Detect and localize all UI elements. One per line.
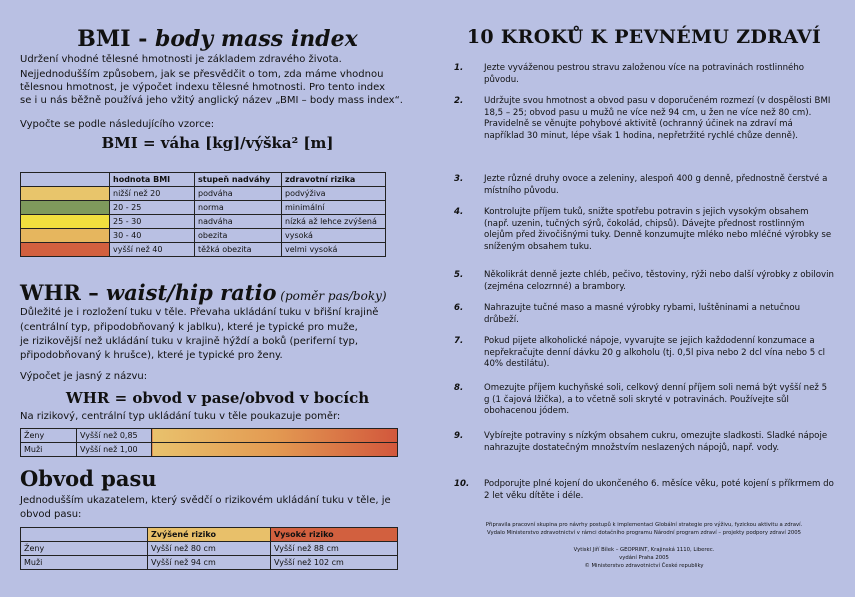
whr-intro-line: Důležité je i rozložení tuku v těle. Převaha ukládání tuku v břišní krajině — [20, 307, 379, 318]
credits-line: Připravila pracovní skupina pro návrhy postupů k implementaci Globální strategie pro výživu, fyzickou aktivitu a zdraví. — [485, 522, 803, 528]
bmi-level: nadváha — [195, 215, 282, 229]
bmi-value: 30 - 40 — [110, 229, 195, 243]
bmi-level: podváha — [195, 187, 282, 201]
whr-intro-line: (centrální typ, připodobňovaný k jablku), které je typické pro muže, — [20, 322, 358, 333]
right-panel — [448, 0, 840, 597]
bmi-intro-line: Udržení vhodné tělesné hmotnosti je základem zdravého života. — [20, 54, 342, 65]
obvod-table — [20, 527, 398, 570]
whr-formula: WHR = obvod v pase/obvod v bocích — [65, 389, 370, 407]
whr-title-main: WHR – — [20, 280, 106, 305]
step-number: 4. — [454, 207, 464, 217]
whr-table-row — [21, 429, 398, 443]
bmi-title-main: BMI - — [77, 26, 155, 52]
bmi-table-row — [21, 243, 386, 257]
step-text: Nahrazujte tučné maso a masné výrobky rybami, luštěninami a netučnou drůbeží. — [484, 303, 801, 325]
credits-line: Vytiskl Jiří Bílek – GEOPRINT, Krajinská 1110, Liberec. — [573, 547, 715, 553]
bmi-level: těžká obezita — [195, 243, 282, 257]
whr-calc-intro: Výpočet je jasný z názvu: — [20, 371, 148, 382]
bmi-color-swatch — [21, 187, 110, 201]
step-number: 5. — [454, 270, 464, 280]
whr-table — [20, 428, 398, 457]
bmi-table-row — [21, 215, 386, 229]
step-number: 1. — [454, 63, 464, 73]
bmi-value: 20 - 25 — [110, 201, 195, 215]
bmi-color-swatch — [21, 201, 110, 215]
bmi-risk: podvýživa — [282, 187, 386, 201]
whr-intro-line: je rizikovější než ukládání tuku v krajině hýždí a boků (periferní typ, — [20, 336, 359, 347]
bmi-level: obezita — [195, 229, 282, 243]
whr-table-row — [21, 443, 398, 457]
bmi-intro-line: se i u nás běžně používá jeho vžitý anglický název „BMI – body mass index“. — [20, 95, 403, 106]
step-text: Omezujte příjem kuchyňské soli, celkový denní příjem soli nemá být vyšší než 5 g (1 čajová lžička), a to včetně soli skryté v potravinách. Používejte sůl obohacenou jódem. — [484, 383, 828, 417]
step-text: Vybírejte potraviny s nízkým obsahem cukru, omezujte sladkosti. Sladké nápoje nahrazujte dostatečným množstvím neslazených nápojů, např. vody. — [484, 431, 828, 453]
obvod-sex: Muži — [21, 556, 148, 570]
obvod-table-header — [21, 528, 398, 542]
steps-title: 10 KROKŮ K PEVNÉMU ZDRAVÍ — [466, 26, 822, 48]
bmi-risk: velmi vysoká — [282, 243, 386, 257]
bmi-value: vyšší než 40 — [110, 243, 195, 257]
whr-intro-line: připodobňovaný k hrušce), které je typické pro ženy. — [20, 350, 283, 361]
obvod-sex: Ženy — [21, 542, 148, 556]
bmi-risk-header: zdravotní rizika — [282, 173, 386, 187]
step-text: Udržujte svou hmotnost a obvod pasu v doporučeném rozmezí (v dospělosti BMI 18,5 – 25; obvod pasu u mužů ne více než 94 cm, u žen ne více než 80 cm). Pravidelně se věnujte pohybové aktivitě (ochranný účinek na zdraví má například 30 minut, lépe však 1 hodina, nepřetržité rychlé chůze denně). — [484, 96, 831, 141]
step-number: 7. — [454, 336, 464, 346]
credits-line: vydání Praha 2005 — [619, 555, 669, 561]
left-panel — [20, 0, 415, 597]
step-text: Jezte vyváženou pestrou stravu založenou více na potravinách rostlinného původu. — [484, 63, 805, 85]
obvod-sex-header — [21, 528, 148, 542]
step-text: Pokud pijete alkoholické nápoje, vyvarujte se jejich každodenní konzumace a nepřekračujte denní dávku 20 g alkoholu (tj. 0,5l piva nebo 2 dcl vína nebo 5 cl 40% destilátu). — [484, 336, 826, 370]
obvod-intro-line: Jednodušším ukazatelem, který svědčí o rizikovém ukládání tuku v těle, je — [20, 495, 391, 506]
bmi-color-header — [21, 173, 110, 187]
whr-risk-gradient — [152, 429, 398, 443]
step-number: 2. — [454, 96, 464, 106]
whr-risk-gradient — [152, 443, 398, 457]
bmi-value: 25 - 30 — [110, 215, 195, 229]
whr-title — [20, 280, 387, 305]
obvod-elevated: Vyšší než 94 cm — [148, 556, 271, 570]
obvod-table-row — [21, 556, 398, 570]
whr-sex: Ženy — [21, 429, 77, 443]
whr-title-italic: waist/hip ratio — [106, 280, 277, 305]
obvod-high: Vyšší než 102 cm — [271, 556, 398, 570]
whr-value: Vyšší než 1,00 — [77, 443, 152, 457]
bmi-color-swatch — [21, 229, 110, 243]
bmi-value-header: hodnota BMI — [110, 173, 195, 187]
bmi-formula: BMI = váha [kg]/výška² [m] — [101, 134, 334, 152]
step-number: 6. — [454, 303, 464, 313]
obvod-high-header: Vysoké riziko — [271, 528, 398, 542]
whr-value: Vyšší než 0,85 — [77, 429, 152, 443]
step-number: 3. — [454, 174, 464, 184]
whr-sex: Muži — [21, 443, 77, 457]
bmi-table-header — [21, 173, 386, 187]
obvod-elevated-header: Zvýšené riziko — [148, 528, 271, 542]
bmi-level-header: stupeň nadváhy — [195, 173, 282, 187]
bmi-risk: nízká až lehce zvýšená — [282, 215, 386, 229]
obvod-title: Obvod pasu — [20, 466, 157, 491]
bmi-risk: vysoká — [282, 229, 386, 243]
bmi-value: nižší než 20 — [110, 187, 195, 201]
step-text: Několikrát denně jezte chléb, pečivo, těstoviny, rýži nebo další výrobky z obilovin (zejména celozrnné) a brambory. — [484, 270, 834, 292]
bmi-color-swatch — [21, 215, 110, 229]
obvod-intro-line: obvod pasu: — [20, 509, 82, 520]
bmi-color-swatch — [21, 243, 110, 257]
bmi-intro-line: tělesnou hmotnost, je výpočet indexu tělesné hmotnosti. Pro tento index — [20, 82, 386, 93]
bmi-calc-intro: Vypočte se podle následujícího vzorce: — [20, 119, 215, 130]
bmi-level: norma — [195, 201, 282, 215]
obvod-high: Vyšší než 88 cm — [271, 542, 398, 556]
bmi-title — [20, 26, 415, 52]
step-text: Kontrolujte příjem tuků, snižte spotřebu potravin s jejich vysokým obsahem (např. uzenin, tučných sýrů, čokolád, chipsů). Dávejte přednost rostlinným olejům před živočišnými tuky. Denně konzumujte mléko nebo mléčné výrobky se sníženým obsahem tuku. — [484, 207, 832, 252]
bmi-risk: minimální — [282, 201, 386, 215]
credits-line: Vydalo Ministerstvo zdravotnictví v rámci dotačního programu Národní program zdraví – projekty podpory zdraví 2005 — [487, 530, 801, 536]
step-text: Podporujte plné kojení do ukončeného 6. měsíce věku, poté kojení s příkrmem do 2 let věku dítěte i déle. — [484, 479, 834, 501]
whr-title-sub: (poměr pas/boky) — [276, 289, 387, 303]
bmi-table — [20, 172, 386, 257]
bmi-title-italic: body mass index — [154, 26, 358, 52]
step-text: Jezte různé druhy ovoce a zeleniny, alespoň 400 g denně, přednostně čerstvé a místního původu. — [484, 174, 828, 196]
bmi-table-row — [21, 229, 386, 243]
obvod-table-row — [21, 542, 398, 556]
obvod-elevated: Vyšší než 80 cm — [148, 542, 271, 556]
bmi-intro-line: Nejjednodušším způsobem, jak se přesvědčit o tom, zda máme vhodnou — [20, 69, 384, 80]
whr-risk-intro: Na rizikový, centrální typ ukládání tuku v těle poukazuje poměr: — [20, 411, 341, 422]
bmi-table-row — [21, 201, 386, 215]
step-number: 8. — [454, 383, 464, 393]
step-number: 9. — [454, 431, 464, 441]
step-number: 10. — [454, 479, 470, 489]
credits-line: © Ministerstvo zdravotnictví České republiky — [584, 563, 704, 569]
bmi-table-row — [21, 187, 386, 201]
